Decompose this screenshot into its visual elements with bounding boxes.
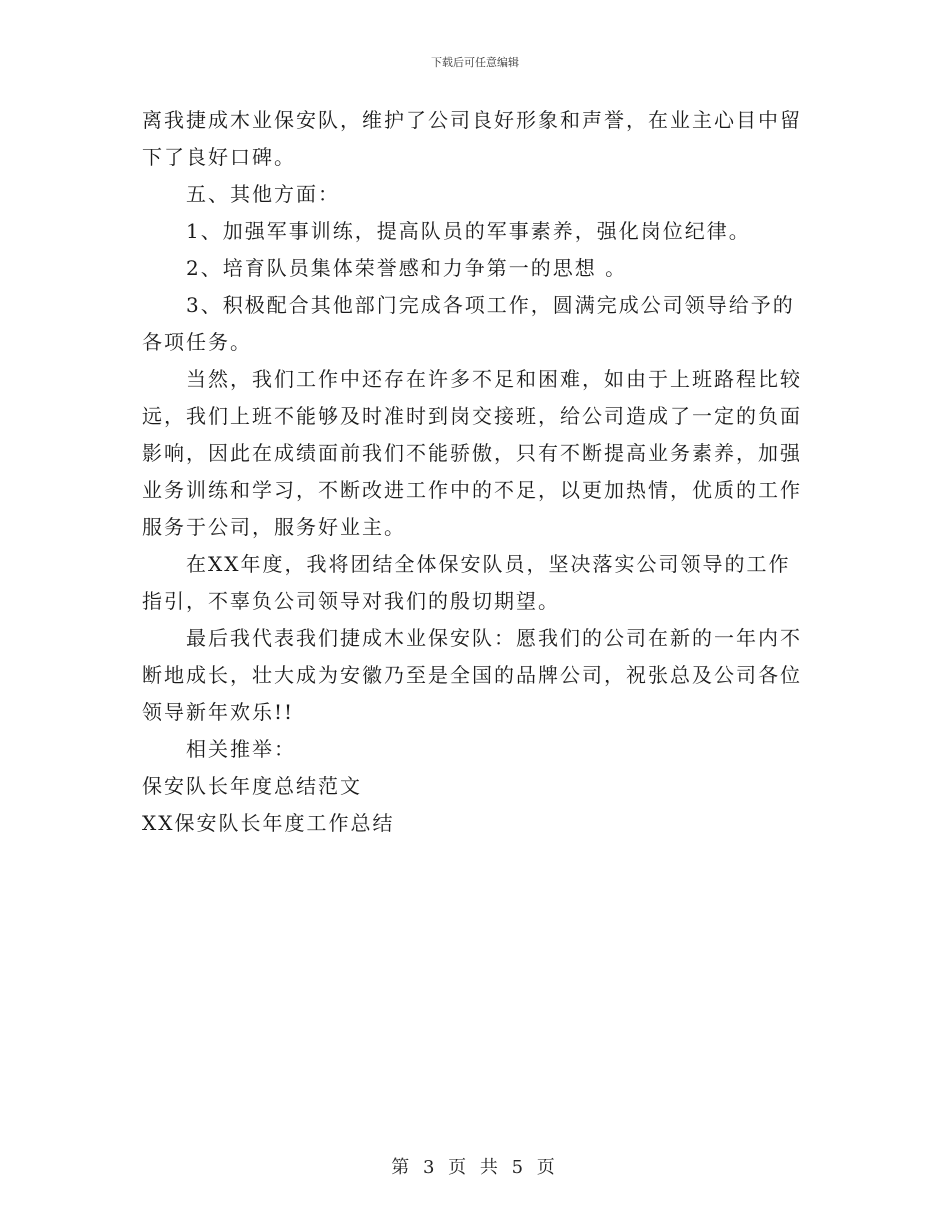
page-number-label: 第 3 页 共 5 页: [391, 1157, 559, 1178]
paragraph: 离我捷成木业保安队，维护了公司良好形象和声誉，在业主心目中留下了良好口碑。: [142, 108, 802, 169]
header-note: 下载后可任意编辑: [431, 56, 519, 69]
page-footer: [0, 1153, 950, 1179]
list-item: 3、积极配合其他部门完成各项工作，圆满完成公司领导给予的各项任务。: [142, 293, 795, 354]
list-item: 2、培育队员集体荣誉感和力争第一的思想 。: [186, 256, 628, 280]
related-link[interactable]: XX保安队长年度工作总结: [142, 811, 395, 835]
related-link[interactable]: 保安队长年度总结范文: [142, 774, 362, 798]
paragraph: 在XX年度，我将团结全体保安队员，坚决落实公司领导的工作指引，不辜负公司领导对我们的殷切期望。: [142, 552, 791, 613]
document-body: [142, 102, 810, 842]
section-heading: 五、其他方面：: [186, 182, 340, 206]
related-heading: 相关推举：: [186, 737, 296, 761]
paragraph: 最后我代表我们捷成木业保安队：愿我们的公司在新的一年内不断地成长，壮大成为安徽乃至是全国的品牌公司，祝张总及公司各位领导新年欢乐!!: [142, 626, 802, 724]
list-item: 1、加强军事训练，提高队员的军事素养，强化岗位纪律。: [186, 219, 751, 243]
paragraph: 当然，我们工作中还存在许多不足和困难，如由于上班路程比较远，我们上班不能够及时准时到岗交接班，给公司造成了一定的负面影响，因此在成绩面前我们不能骄傲，只有不断提高业务素养，加强业务训练和学习，不断改进工作中的不足，以更加热情，优质的工作服务于公司，服务好业主。: [142, 367, 802, 539]
